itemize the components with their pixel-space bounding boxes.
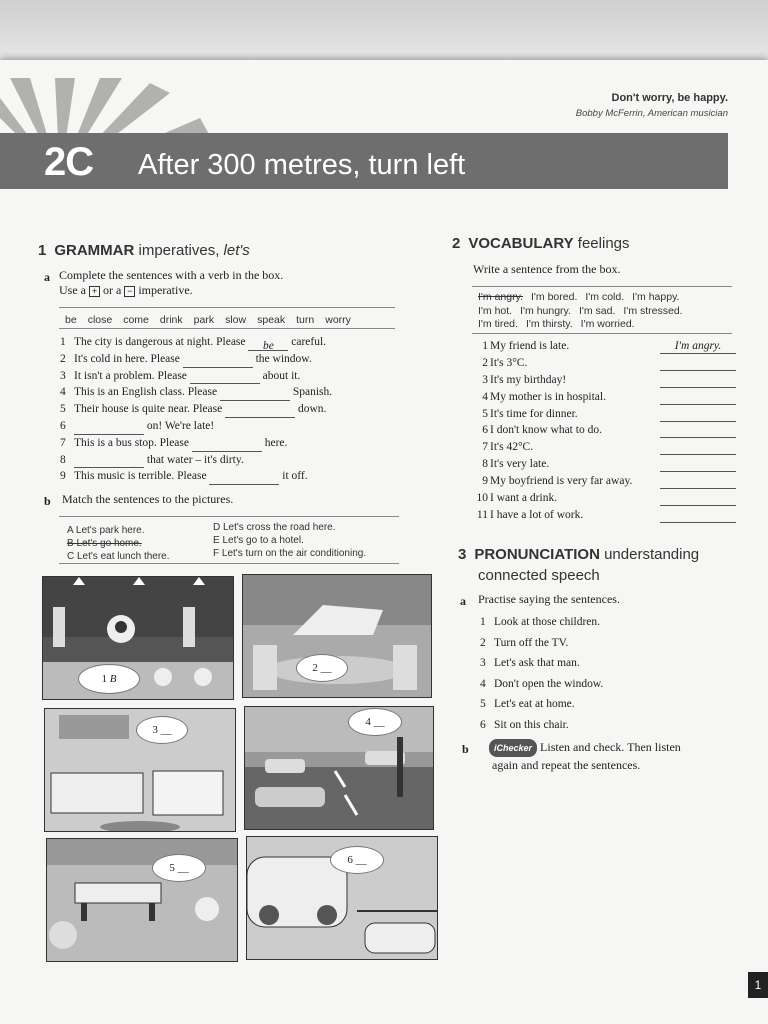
verb-word: close (87, 314, 113, 326)
street-crossing-illustration (245, 707, 433, 829)
vocabulary-item (474, 424, 736, 441)
item-number: 10 (476, 492, 488, 505)
picture-number: 2 (312, 662, 318, 674)
instruction-text: Use a (59, 283, 86, 297)
instruction-line-2 (59, 283, 283, 298)
grammar-a-instruction (59, 268, 283, 298)
answer-blank[interactable] (209, 472, 279, 485)
picture-6-label (330, 846, 384, 874)
pronunciation-b-instruction (489, 739, 681, 773)
sentence-number: 6 (60, 419, 66, 432)
section-topic: imperatives, (138, 242, 220, 259)
picture-5-label (152, 854, 206, 882)
section-topic: feelings (577, 235, 630, 252)
item-number: 11 (476, 508, 488, 521)
feeling-word: I'm hungry. (520, 304, 571, 317)
page-title: After 300 metres, turn left (138, 149, 466, 181)
sentence-text: This is an English class. Please (74, 386, 218, 399)
section-topic: understanding (604, 546, 700, 563)
lesson-badge: 2C (44, 140, 94, 184)
quote-author: Bobby McFerrin, American musician (575, 108, 728, 119)
grammar-sentence (60, 468, 400, 485)
picture-answer: __ (160, 724, 172, 736)
sentence-number: 6 (480, 718, 486, 731)
answer-blank[interactable] (660, 509, 736, 523)
grammar-sentence (60, 384, 400, 401)
sentence-number: 1 (480, 616, 486, 628)
sentence-number: 3 (60, 369, 66, 382)
instruction-text: imperative. (138, 283, 193, 297)
picture-number: 5 (169, 862, 175, 874)
grammar-b-instruction: Match the sentences to the pictures. (62, 492, 234, 506)
sentence-text: Don't open the window. (494, 677, 604, 690)
grammar-sentence (60, 435, 400, 452)
section-number: 1 (38, 242, 47, 259)
answer-blank[interactable] (660, 475, 736, 489)
item-number: 8 (482, 458, 488, 471)
pronunciation-sentence (480, 653, 603, 674)
item-text: It's my birthday! (490, 373, 567, 386)
vocabulary-item (474, 492, 736, 509)
section-number: 3 (458, 546, 467, 563)
quote-block (576, 92, 728, 119)
match-option: A Let's park here. (67, 525, 145, 536)
sentence-text: it off. (282, 470, 308, 483)
vocabulary-item (474, 408, 736, 425)
feeling-word: I'm cold. (585, 291, 625, 303)
vocabulary-item (474, 374, 736, 391)
vocabulary-heading (452, 235, 630, 252)
grammar-heading (38, 242, 250, 259)
answer-blank[interactable] (660, 458, 736, 472)
feeling-word: I'm thirsty. (525, 318, 573, 330)
answer-blank[interactable] (225, 405, 295, 418)
picture-4-street-crossing (244, 706, 434, 830)
sentence-number: 4 (60, 386, 66, 399)
pronunciation-sentence-list (480, 612, 603, 735)
park-bench-illustration (47, 839, 237, 961)
exercise-letter-a: a (44, 270, 50, 284)
picture-number: 4 (365, 716, 371, 728)
sentence-number: 5 (480, 698, 486, 710)
picture-5-park-bench (46, 838, 238, 962)
answer-blank[interactable] (192, 439, 262, 452)
minus-box-icon: − (124, 286, 135, 297)
picture-1-label (78, 664, 140, 694)
item-number: 2 (482, 356, 488, 369)
match-option: E Let's go to a hotel. (213, 535, 304, 546)
sentence-number: 9 (60, 470, 66, 483)
verb-word: worry (325, 314, 351, 326)
verb-list (59, 308, 395, 326)
item-number: 9 (482, 475, 488, 488)
picture-number: 6 (347, 854, 353, 866)
section-keyword: PRONUNCIATION (474, 546, 600, 563)
picture-answer: __ (320, 662, 332, 674)
item-text: I want a drink. (490, 492, 558, 505)
answer-blank[interactable]: I'm angry. (660, 340, 736, 354)
page-number: 1 (748, 972, 768, 998)
item-number: 7 (482, 441, 488, 454)
vocabulary-item (474, 475, 736, 492)
pronunciation-sentence (480, 633, 603, 654)
feelings-word-box (472, 286, 732, 334)
quote-text: Don't worry, be happy. (611, 92, 728, 104)
answer-blank[interactable] (660, 408, 736, 422)
ichecker-badge[interactable]: iChecker (489, 739, 537, 757)
picture-answer: __ (373, 716, 385, 728)
pronunciation-sentence (480, 612, 603, 633)
answer-blank[interactable] (660, 357, 736, 371)
item-text: It's very late. (490, 458, 550, 471)
section-number: 2 (452, 235, 461, 252)
answer-blank[interactable] (74, 455, 144, 468)
verb-word: be (65, 314, 77, 326)
sentence-text: that water – it's dirty. (146, 453, 244, 466)
picture-4-label (348, 708, 402, 736)
options-left-column (67, 524, 170, 563)
picture-answer: __ (355, 854, 367, 866)
answer-blank[interactable] (660, 441, 736, 455)
sentence-text: careful. (291, 336, 327, 348)
vocabulary-item-list (474, 340, 736, 526)
vocabulary-item (474, 441, 736, 458)
verb-word: drink (159, 314, 183, 326)
sentence-text: Sit on this chair. (494, 718, 569, 731)
answer-blank[interactable] (190, 371, 260, 384)
sentence-text: here. (264, 436, 288, 449)
section-topic-italic: let's (223, 242, 250, 259)
sentence-text: The city is dangerous at night. Please (74, 336, 246, 348)
verb-word: turn (296, 314, 315, 326)
section-keyword: VOCABULARY (468, 235, 574, 252)
verb-word: slow (225, 314, 247, 326)
sentence-text: It's cold in here. Please (74, 352, 180, 365)
sentence-text: Spanish. (292, 386, 333, 399)
sentence-text: This is a bus stop. Please (74, 436, 189, 449)
sentence-number: 2 (480, 636, 486, 649)
feeling-word: I'm happy. (632, 291, 680, 303)
answer-blank[interactable] (220, 388, 290, 401)
item-number: 5 (482, 407, 488, 420)
sentence-text: Their house is quite near. Please (74, 403, 223, 416)
item-text: My boyfriend is very far away. (490, 475, 633, 488)
exercise-letter-a: a (460, 594, 466, 608)
verb-word-box (59, 307, 395, 329)
answer-blank[interactable]: be (248, 338, 288, 351)
instruction-text: or a (103, 283, 122, 297)
instruction-line-2: again and repeat the sentences. (492, 758, 641, 772)
grammar-sentence (60, 334, 400, 351)
item-number: 3 (482, 373, 488, 386)
answer-blank[interactable] (660, 492, 736, 506)
sentence-text: on! We're late! (146, 419, 215, 432)
match-option: B Let's go home. (67, 538, 142, 549)
grammar-sentence (60, 351, 400, 368)
section-keyword: GRAMMAR (54, 242, 135, 259)
feeling-word: I'm angry. (478, 291, 523, 303)
grammar-sentence-list (60, 334, 400, 485)
sentence-number: 8 (60, 453, 66, 466)
item-text: My mother is in hospital. (490, 390, 606, 403)
instruction-line-1: Complete the sentences with a verb in the box. (59, 268, 284, 282)
pronunciation-sentence (480, 674, 603, 695)
verb-word: park (193, 314, 215, 326)
feeling-word: I'm sad. (578, 304, 616, 317)
sentence-number: 3 (480, 657, 486, 669)
options-right-column (213, 521, 366, 560)
feelings-row (478, 291, 726, 305)
picture-answer: B (109, 673, 117, 685)
picture-3-label (136, 716, 188, 744)
sentence-text: It isn't a problem. Please (74, 369, 187, 382)
sentence-text: the window. (255, 352, 312, 365)
item-number: 1 (482, 340, 488, 352)
picture-number: 3 (152, 724, 158, 736)
feeling-word: I'm hot. (478, 304, 513, 317)
answer-blank[interactable] (74, 422, 144, 435)
item-text: My friend is late. (490, 340, 570, 352)
vocabulary-item (474, 509, 736, 526)
sentence-number: 2 (60, 352, 66, 365)
picture-number: 1 (101, 673, 107, 685)
answer-blank[interactable] (660, 374, 736, 388)
sentence-text: Turn off the TV. (494, 636, 569, 649)
vocabulary-item (474, 357, 736, 374)
exercise-letter-b: b (462, 742, 469, 756)
item-text: It's 42°C. (490, 441, 534, 454)
item-number: 4 (482, 390, 488, 403)
sentence-number: 4 (480, 677, 486, 690)
picture-answer: __ (177, 862, 189, 874)
verb-word: come (123, 314, 149, 326)
feelings-row (478, 305, 726, 319)
vocabulary-item (474, 340, 736, 357)
answer-blank[interactable] (660, 391, 736, 405)
exercise-letter-b: b (44, 494, 51, 508)
item-text: I don't know what to do. (490, 424, 602, 437)
feelings-row (478, 318, 726, 332)
vocabulary-item (474, 391, 736, 408)
match-option: C Let's eat lunch there. (67, 551, 170, 562)
sentence-text: Look at those children. (494, 616, 601, 628)
item-text: It's time for dinner. (490, 407, 578, 420)
sentence-text: Let's ask that man. (494, 657, 580, 669)
sentence-text: Let's eat at home. (494, 698, 575, 710)
grammar-sentence (60, 452, 400, 469)
grammar-sentence (60, 418, 400, 435)
sentence-number: 1 (60, 336, 66, 348)
feelings-list (472, 287, 732, 336)
sentence-text: down. (297, 403, 327, 416)
pronunciation-a-instruction: Practise saying the sentences. (478, 592, 620, 606)
answer-blank[interactable] (660, 424, 736, 438)
vocabulary-instruction: Write a sentence from the box. (473, 262, 621, 276)
plus-box-icon: + (89, 286, 100, 297)
match-option: D Let's cross the road here. (213, 522, 336, 533)
pronunciation-sentence (480, 715, 603, 736)
item-text: It's 3°C. (490, 356, 528, 369)
pronunciation-heading (458, 544, 699, 586)
sentence-text: about it. (262, 369, 301, 382)
match-option: F Let's turn on the air conditioning. (213, 548, 367, 559)
pronunciation-sentence (480, 694, 603, 715)
grammar-sentence (60, 368, 400, 385)
feeling-word: I'm stressed. (623, 304, 683, 317)
item-number: 6 (482, 424, 488, 437)
instruction-line-1: Listen and check. Then listen (540, 740, 681, 754)
sentence-number: 7 (60, 436, 66, 449)
sentence-text: This music is terrible. Please (74, 470, 207, 483)
grammar-sentence (60, 401, 400, 418)
answer-blank[interactable] (183, 355, 253, 368)
feeling-word: I'm bored. (531, 291, 578, 303)
match-options-box (59, 516, 399, 564)
vocabulary-item (474, 458, 736, 475)
item-text: I have a lot of work. (490, 508, 584, 521)
section-topic-2: connected speech (478, 567, 600, 584)
sentence-number: 5 (60, 403, 66, 416)
feeling-word: I'm worried. (580, 318, 635, 330)
picture-2-label (296, 654, 348, 682)
verb-word: speak (257, 314, 286, 326)
feeling-word: I'm tired. (478, 318, 518, 330)
